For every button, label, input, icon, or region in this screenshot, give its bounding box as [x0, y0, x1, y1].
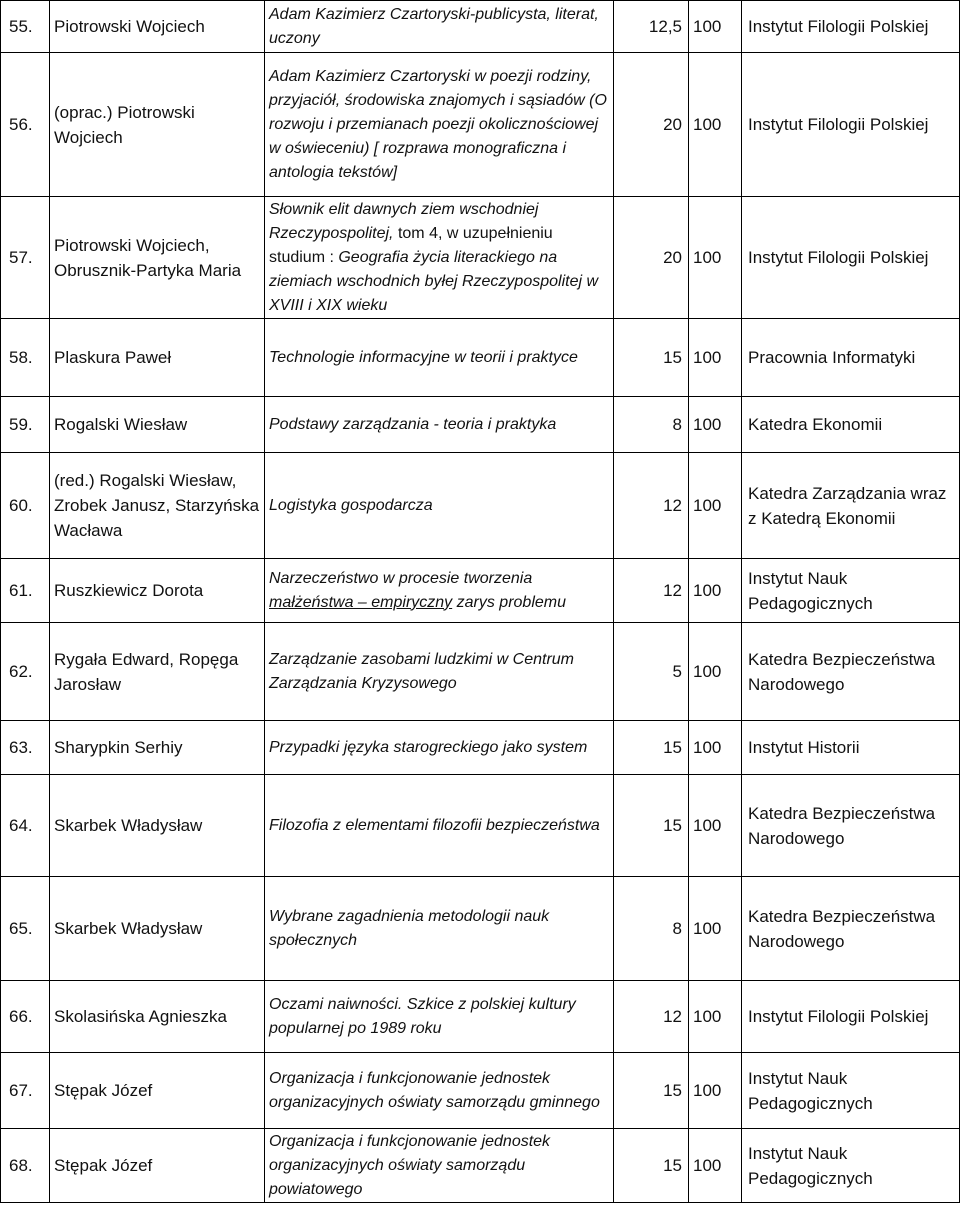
row-unit: Instytut Filologii Polskiej — [742, 981, 960, 1053]
row-title: Przypadki języka starogreckiego jako system — [265, 721, 614, 775]
row-author: Rogalski Wiesław — [50, 397, 265, 453]
row-sheets: 15 — [614, 319, 689, 397]
table-row — [1, 877, 960, 981]
row-sheets: 12 — [614, 559, 689, 623]
row-unit: Instytut Filologii Polskiej — [742, 53, 960, 197]
row-title — [265, 559, 614, 623]
table-row — [1, 623, 960, 721]
row-number: 67. — [1, 1053, 50, 1129]
row-number: 58. — [1, 319, 50, 397]
row-author: (red.) Rogalski Wiesław, Zrobek Janusz, Starzyńska Wacława — [50, 453, 265, 559]
row-sheets: 20 — [614, 197, 689, 319]
row-title: Zarządzanie zasobami ludzkimi w Centrum Zarządzania Kryzysowego — [265, 623, 614, 721]
row-title: Logistyka gospodarcza — [265, 453, 614, 559]
row-author: Stępak Józef — [50, 1053, 265, 1129]
row-title: Adam Kazimierz Czartoryski w poezji rodziny, przyjaciół, środowiska znajomych i sąsiadów (O rozwoju i przemianach poezji okolicznościowej w oświeceniu) [ rozprawa monograficzna i antologia tekstów] — [265, 53, 614, 197]
row-author: Skarbek Władysław — [50, 877, 265, 981]
table-row — [1, 775, 960, 877]
row-number: 56. — [1, 53, 50, 197]
row-author: Plaskura Paweł — [50, 319, 265, 397]
row-number: 60. — [1, 453, 50, 559]
title-part: Narzeczeństwo w procesie tworzenia — [269, 569, 533, 587]
row-author: Piotrowski Wojciech — [50, 1, 265, 53]
row-author: Stępak Józef — [50, 1129, 265, 1203]
title-underlined-part: małżeństwa – empiryczny — [269, 593, 453, 611]
row-number: 55. — [1, 1, 50, 53]
row-author: Rygała Edward, Ropęga Jarosław — [50, 623, 265, 721]
row-title: Wybrane zagadnienia metodologii nauk społecznych — [265, 877, 614, 981]
row-sheets: 12,5 — [614, 1, 689, 53]
row-unit: Katedra Bezpieczeństwa Narodowego — [742, 877, 960, 981]
row-number: 61. — [1, 559, 50, 623]
table-row — [1, 981, 960, 1053]
row-author: Ruszkiewicz Dorota — [50, 559, 265, 623]
row-number: 59. — [1, 397, 50, 453]
row-sheets: 12 — [614, 453, 689, 559]
row-copies: 100 — [689, 453, 742, 559]
row-unit: Instytut Nauk Pedagogicznych — [742, 1129, 960, 1203]
row-copies: 100 — [689, 721, 742, 775]
row-title: Organizacja i funkcjonowanie jednostek organizacyjnych oświaty samorządu powiatowego — [265, 1129, 614, 1203]
table-row — [1, 453, 960, 559]
row-author: Piotrowski Wojciech, Obrusznik-Partyka Maria — [50, 197, 265, 319]
row-number: 64. — [1, 775, 50, 877]
row-number: 62. — [1, 623, 50, 721]
table-row — [1, 197, 960, 319]
row-unit: Instytut Filologii Polskiej — [742, 197, 960, 319]
row-title: Technologie informacyjne w teorii i praktyce — [265, 319, 614, 397]
row-sheets: 5 — [614, 623, 689, 721]
row-author: Sharypkin Serhiy — [50, 721, 265, 775]
row-unit: Instytut Nauk Pedagogicznych — [742, 559, 960, 623]
row-sheets: 15 — [614, 1129, 689, 1203]
row-sheets: 8 — [614, 397, 689, 453]
row-copies: 100 — [689, 1129, 742, 1203]
row-copies: 100 — [689, 981, 742, 1053]
row-unit: Katedra Ekonomii — [742, 397, 960, 453]
row-copies: 100 — [689, 397, 742, 453]
row-unit: Katedra Zarządzania wraz z Katedrą Ekonomii — [742, 453, 960, 559]
row-author: Skarbek Władysław — [50, 775, 265, 877]
row-number: 68. — [1, 1129, 50, 1203]
row-author: Skolasińska Agnieszka — [50, 981, 265, 1053]
row-title: Organizacja i funkcjonowanie jednostek organizacyjnych oświaty samorządu gminnego — [265, 1053, 614, 1129]
row-number: 63. — [1, 721, 50, 775]
row-unit: Katedra Bezpieczeństwa Narodowego — [742, 775, 960, 877]
row-unit: Instytut Historii — [742, 721, 960, 775]
row-number: 65. — [1, 877, 50, 981]
row-copies: 100 — [689, 1053, 742, 1129]
table-row — [1, 721, 960, 775]
row-unit: Pracownia Informatyki — [742, 319, 960, 397]
row-sheets: 15 — [614, 1053, 689, 1129]
row-title: Filozofia z elementami filozofii bezpieczeństwa — [265, 775, 614, 877]
row-sheets: 20 — [614, 53, 689, 197]
row-unit: Instytut Nauk Pedagogicznych — [742, 1053, 960, 1129]
table-row — [1, 559, 960, 623]
row-sheets: 15 — [614, 721, 689, 775]
row-unit: Katedra Bezpieczeństwa Narodowego — [742, 623, 960, 721]
title-part: zarys problemu — [452, 593, 566, 611]
row-number: 66. — [1, 981, 50, 1053]
table-row — [1, 397, 960, 453]
row-copies: 100 — [689, 559, 742, 623]
row-title: Podstawy zarządzania - teoria i praktyka — [265, 397, 614, 453]
table-row — [1, 1, 960, 53]
row-title — [265, 197, 614, 319]
table-row — [1, 1053, 960, 1129]
row-copies: 100 — [689, 319, 742, 397]
row-unit: Instytut Filologii Polskiej — [742, 1, 960, 53]
title-plain-part: tom 4, w uzupełnieniu studium : — [269, 224, 553, 266]
row-copies: 100 — [689, 197, 742, 319]
title-italic-part: Geografia życia literackiego na ziemiach wschodnich byłej Rzeczypospolitej w XVIII i XIX wieku — [269, 248, 599, 314]
title-italic-part: Słownik elit dawnych ziem wschodniej Rzeczypospolitej, — [269, 200, 539, 242]
row-author: (oprac.) Piotrowski Wojciech — [50, 53, 265, 197]
row-sheets: 12 — [614, 981, 689, 1053]
row-copies: 100 — [689, 1, 742, 53]
row-title: Oczami naiwności. Szkice z polskiej kultury popularnej po 1989 roku — [265, 981, 614, 1053]
table-row — [1, 1129, 960, 1203]
row-sheets: 8 — [614, 877, 689, 981]
row-number: 57. — [1, 197, 50, 319]
row-copies: 100 — [689, 877, 742, 981]
row-copies: 100 — [689, 623, 742, 721]
table-row — [1, 319, 960, 397]
row-title: Adam Kazimierz Czartoryski-publicysta, literat, uczony — [265, 1, 614, 53]
table-row — [1, 53, 960, 197]
row-sheets: 15 — [614, 775, 689, 877]
row-copies: 100 — [689, 775, 742, 877]
row-copies: 100 — [689, 53, 742, 197]
